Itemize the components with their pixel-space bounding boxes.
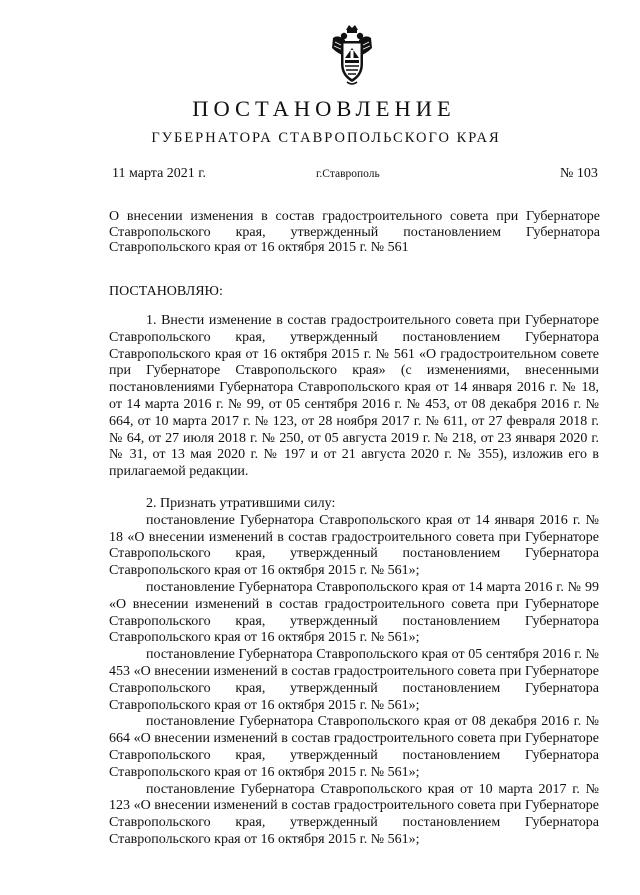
document-body: [109, 313, 599, 849]
paragraph-2: 2. Признать утратившими силу:: [146, 495, 336, 511]
coat-of-arms-icon: [329, 24, 375, 86]
document-title: ПОСТАНОВЛЕНИЕ: [192, 96, 456, 121]
document-number: № 103: [560, 166, 598, 181]
repealed-item: постановление Губернатора Ставропольского края от 14 марта 2016 г. № 99 «О внесении изменений в состав градостроительного совета при Губернаторе Ставропольского края, утвержденный постановлением Губернатора Ставропольского края от 16 октября 2015 г. № 561»;: [109, 579, 599, 646]
repealed-item: постановление Губернатора Ставропольского края от 10 марта 2017 г. № 123 «О внесении изменений в состав градостроительного совета при Губернаторе Ставропольского края, утвержденный постановлением Губернатора Ставропольского края от 16 октября 2015 г. № 561»;: [109, 781, 599, 847]
paragraph-1: 1. Внести изменение в состав градостроительного совета при Губернаторе Ставропольского края, утвержденный постановлением Губернатора Ставропольского края от 16 октября 2015 г. № 561 «О градостроительном совете при Губернаторе Ставропольского края» (с изменениями, внесенными постановлениями Губернатора Ставропольского края от 14 января 2016 г. № 18, от 14 марта 2016 г. № 99, от 05 сентября 2016 г. № 453, от 08 декабря 2016 г. № 664, от 10 марта 2017 г. № 123, от 28 ноября 2017 г. № 611, от 27 февраля 2018 г. № 64, от 27 июля 2018 г. № 250, от 05 августа 2019 г. № 218, от 23 января 2020 г. № 31, от 13 мая 2020 г. № 197 и от 21 августа 2020 г. № 355), изложив его в прилагаемой редакции.: [109, 313, 599, 480]
repealed-item: постановление Губернатора Ставропольского края от 05 сентября 2016 г. № 453 «О внесении изменений в состав градостроительного совета при Губернаторе Ставропольского края, утвержденный постановлением Губернатора Ставропольского края от 16 октября 2015 г. № 561»;: [109, 647, 599, 713]
document-city: г.Ставрополь: [316, 168, 380, 180]
document-date: 11 марта 2021 г.: [112, 166, 206, 181]
repealed-item: постановление Губернатора Ставропольского края от 14 января 2016 г. № 18 «О внесении изменений в состав градостроительного совета при Губернаторе Ставропольского края, утвержденный постановлением Губернатора Ставропольского края от 16 октября 2015 г. № 561»;: [109, 512, 599, 579]
decree-word: ПОСТАНОВЛЯЮ:: [109, 284, 223, 299]
document-subject: О внесении изменения в состав градостроительного совета при Губернаторе Ставропольского края, утвержденный постановлением Губернатора Ставропольского края от 16 октября 2015 г. № 561: [109, 209, 600, 255]
document-issuer: ГУБЕРНАТОРА СТАВРОПОЛЬСКОГО КРАЯ: [151, 130, 501, 146]
repealed-item: постановление Губернатора Ставропольского края от 08 декабря 2016 г. № 664 «О внесении изменений в состав градостроительного совета при Губернаторе Ставропольского края, утвержденный постановлением Губернатора Ставропольского края от 16 октября 2015 г. № 561»;: [109, 714, 599, 780]
